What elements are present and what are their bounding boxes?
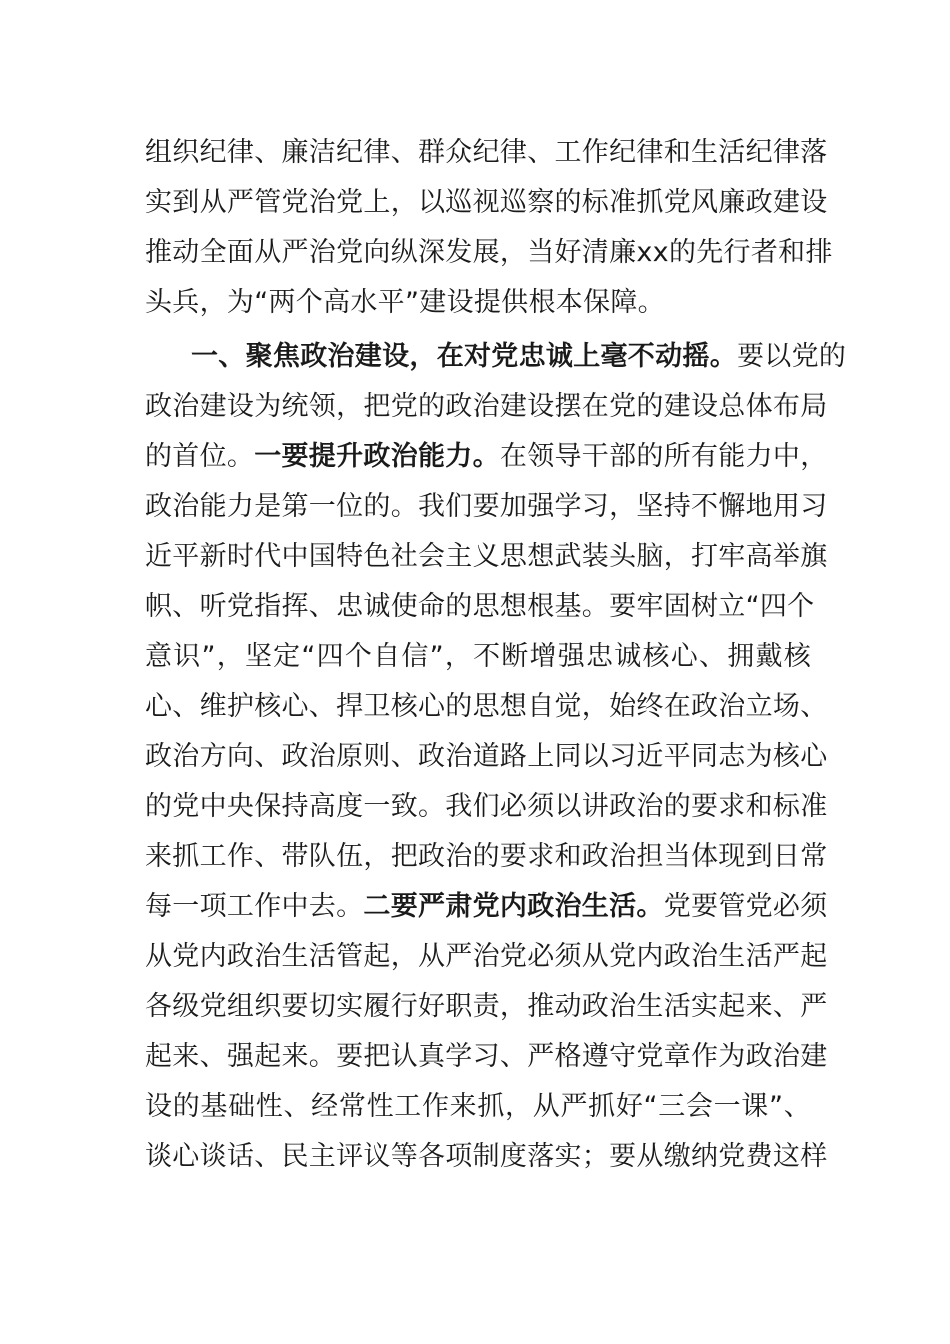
text-line: 的党中央保持高度一致。我们必须以讲政治的要求和标准	[145, 791, 828, 822]
text-line: 谈心谈话、民主评议等各项制度落实；要从缴纳党费这样	[145, 1141, 828, 1172]
text-line: 从党内政治生活管起，从严治党必须从党内政治生活严起	[145, 941, 828, 972]
text-line	[145, 432, 828, 482]
text-line: 各级党组织要切实履行好职责，推动政治生活实起来、严	[145, 991, 828, 1022]
text-line: 意识”，坚定“四个自信”，不断增强忠诚核心、拥戴核	[145, 641, 811, 672]
text-line: 组织纪律、廉洁纪律、群众纪律、工作纪律和生活纪律落	[145, 137, 828, 168]
text-line: 起来、强起来。要把认真学习、严格遵守党章作为政治建	[145, 1041, 828, 1072]
text-line	[145, 332, 847, 382]
text-line: 政治能力是第一位的。我们要加强学习，坚持不懈地用习	[145, 491, 828, 522]
paragraph-political-construction	[145, 332, 847, 1182]
subheading: 二要严肃党内政治生活。	[363, 891, 664, 922]
subheading: 一要提升政治能力。	[254, 441, 500, 472]
text-line: 头兵，为“两个高水平”建设提供根本保障。	[145, 287, 665, 318]
text-run: 在领导干部的所有能力中，	[499, 441, 828, 472]
text-run: 要以党的	[737, 341, 847, 372]
text-line: 实到从严管党治党上，以巡视巡察的标准抓党风廉政建设	[145, 187, 828, 218]
text-line: 推动全面从严治党向纵深发展，当好清廉xx的先行者和排	[145, 237, 833, 268]
text-line: 政治方向、政治原则、政治道路上同以习近平同志为核心	[145, 741, 828, 772]
text-line: 来抓工作、带队伍，把政治的要求和政治担当体现到日常	[145, 841, 828, 872]
text-line: 政治建设为统领，把党的政治建设摆在党的建设总体布局	[145, 391, 828, 422]
text-run: 每一项工作中去。	[145, 891, 364, 922]
paragraph-intro	[145, 128, 833, 328]
text-line: 设的基础性、经常性工作来抓，从严抓好“三会一课”、	[145, 1091, 811, 1122]
text-line	[145, 882, 828, 932]
section-heading: 一、聚焦政治建设，在对党忠诚上毫不动摇。	[191, 341, 737, 372]
text-line: 心、维护核心、捍卫核心的思想自觉，始终在政治立场、	[145, 691, 828, 722]
text-run: 的首位。	[145, 441, 255, 472]
text-line: 帜、听党指挥、忠诚使命的思想根基。要牢固树立“四个	[145, 591, 815, 622]
text-run: 党要管党必须	[663, 891, 828, 922]
text-line: 近平新时代中国特色社会主义思想武装头脑，打牢高举旗	[145, 541, 828, 572]
